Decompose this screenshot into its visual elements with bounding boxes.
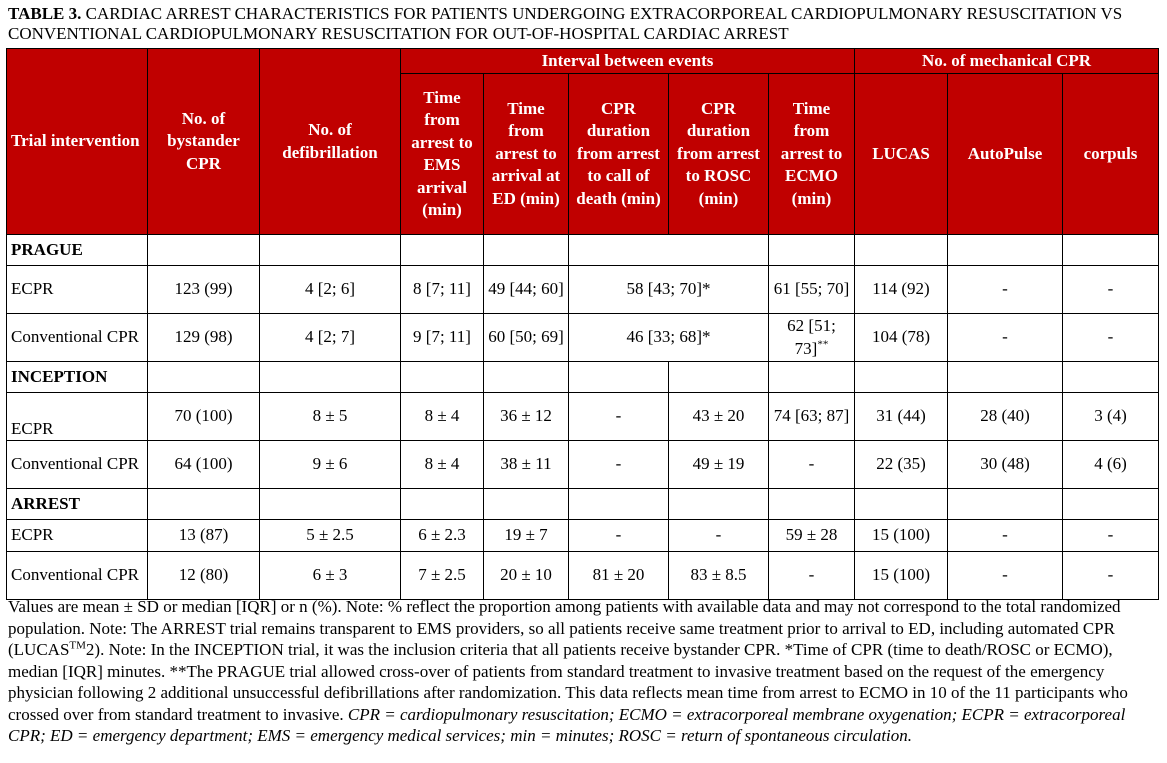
cell-corpuls: - — [1063, 266, 1159, 314]
cell-rosc: - — [669, 520, 769, 552]
cell-defib: 6 ± 3 — [260, 552, 401, 600]
header-ecmo: Time from arrest to ECMO (min) — [769, 74, 855, 235]
cardiac-arrest-table — [6, 48, 1159, 600]
header-call-of-death: CPR duration from arrest to call of death (min) — [569, 74, 669, 235]
cell-lucas: 104 (78) — [855, 314, 948, 362]
row-label: ECPR — [7, 520, 148, 552]
cell-ecmo: 74 [63; 87] — [769, 393, 855, 441]
header-mechanical-group: No. of mechanical CPR — [855, 49, 1159, 74]
cell-rosc: 43 ± 20 — [669, 393, 769, 441]
footnote-text: Values are mean ± SD or median [IQR] or n (%). Note: % reflect the proportion among patients with available data and may not correspond to the total randomized population. Note: The ARREST trial remains transparent to EMS providers, so all patients receive same treatment prior to arrival to ED, including automated CPR (LUCAS — [8, 597, 1121, 659]
cell-corpuls: 4 (6) — [1063, 441, 1159, 489]
header-autopulse: AutoPulse — [948, 74, 1063, 235]
table-row-prague-conventional — [7, 314, 1159, 362]
cell-lucas: 15 (100) — [855, 552, 948, 600]
cell-cpr-duration-merged: 46 [33; 68]* — [569, 314, 769, 362]
cell-defib: 4 [2; 7] — [260, 314, 401, 362]
section-label: ARREST — [7, 489, 148, 520]
cell-defib: 4 [2; 6] — [260, 266, 401, 314]
cell-rosc: 49 ± 19 — [669, 441, 769, 489]
cell-lucas: 15 (100) — [855, 520, 948, 552]
cell-cpr-duration-merged: 58 [43; 70]* — [569, 266, 769, 314]
header-rosc: CPR duration from arrest to ROSC (min) — [669, 74, 769, 235]
cell-bystander: 64 (100) — [148, 441, 260, 489]
row-label: Conventional CPR — [7, 314, 148, 362]
cell-ecmo: - — [769, 441, 855, 489]
cell-corpuls: 3 (4) — [1063, 393, 1159, 441]
header-defibrillation: No. of defibrillation — [260, 49, 401, 235]
cell-lucas: 22 (35) — [855, 441, 948, 489]
row-label: Conventional CPR — [7, 552, 148, 600]
header-bystander-cpr: No. of bystander CPR — [148, 49, 260, 235]
cell-ed: 60 [50; 69] — [484, 314, 569, 362]
cell-ems: 7 ± 2.5 — [401, 552, 484, 600]
cell-autopulse: 28 (40) — [948, 393, 1063, 441]
cell-call-of-death: - — [569, 441, 669, 489]
table-caption-text: CARDIAC ARREST CHARACTERISTICS FOR PATIENTS UNDERGOING EXTRACORPOREAL CARDIOPULMONARY RESUSCITATION VS CONVENTIONAL CARDIOPULMONARY RESUSCITATION FOR OUT-OF-HOSPITAL CARDIAC ARREST — [8, 4, 1123, 43]
cell-ecmo: 59 ± 28 — [769, 520, 855, 552]
cell-ems: 8 [7; 11] — [401, 266, 484, 314]
trademark-sup: TM — [69, 639, 86, 652]
cell-ecmo: 61 [55; 70] — [769, 266, 855, 314]
cell-bystander: 123 (99) — [148, 266, 260, 314]
header-ems-arrival: Time from arrest to EMS arrival (min) — [401, 74, 484, 235]
cell-corpuls: - — [1063, 552, 1159, 600]
table-caption — [8, 4, 1158, 44]
row-label: ECPR — [7, 393, 148, 441]
cell-lucas: 114 (92) — [855, 266, 948, 314]
cell-bystander: 129 (98) — [148, 314, 260, 362]
header-interval-group: Interval between events — [401, 49, 855, 74]
section-row-arrest — [7, 489, 1159, 520]
cell-bystander: 12 (80) — [148, 552, 260, 600]
footnote-text-continued: 2). Note: In the INCEPTION trial, it was the inclusion criteria that all patients receive bystander CPR. *Time of CPR (time to death/ROSC or ECMO), median [IQR] minutes. **The PRAGUE trial allowed cross-over of patients from standard treatment to invasive treatment based on the request of the emergency physician following 2 additional unsuccessful defibrillations after randomization. This data reflects mean time from arrest to ECMO in 10 of the 11 participants who crossed over from standard treatment to invasive. — [8, 640, 1128, 724]
table-row-inception-ecpr — [7, 393, 1159, 441]
cell-corpuls: - — [1063, 520, 1159, 552]
cell-ecmo: - — [769, 552, 855, 600]
section-label: INCEPTION — [7, 362, 148, 393]
cell-autopulse: - — [948, 314, 1063, 362]
header-corpuls: corpuls — [1063, 74, 1159, 235]
cell-lucas: 31 (44) — [855, 393, 948, 441]
cell-autopulse: 30 (48) — [948, 441, 1063, 489]
cell-ed: 36 ± 12 — [484, 393, 569, 441]
header-lucas: LUCAS — [855, 74, 948, 235]
cell-ems: 8 ± 4 — [401, 393, 484, 441]
section-label: PRAGUE — [7, 235, 148, 266]
cell-defib: 8 ± 5 — [260, 393, 401, 441]
header-trial-intervention: Trial intervention — [7, 49, 148, 235]
cell-defib: 9 ± 6 — [260, 441, 401, 489]
cell-ems: 6 ± 2.3 — [401, 520, 484, 552]
cell-ed: 20 ± 10 — [484, 552, 569, 600]
table-row-inception-conventional — [7, 441, 1159, 489]
table-row-arrest-ecpr — [7, 520, 1159, 552]
cell-ems: 9 [7; 11] — [401, 314, 484, 362]
cell-bystander: 70 (100) — [148, 393, 260, 441]
cell-ecmo — [769, 314, 855, 362]
cell-ed: 49 [44; 60] — [484, 266, 569, 314]
cell-defib: 5 ± 2.5 — [260, 520, 401, 552]
cell-bystander: 13 (87) — [148, 520, 260, 552]
row-label: Conventional CPR — [7, 441, 148, 489]
cell-call-of-death: - — [569, 393, 669, 441]
table-row-prague-ecpr — [7, 266, 1159, 314]
abbreviations: CPR = cardiopulmonary resuscitation; ECMO = extracorporeal membrane oxygenation; ECPR = extracorporeal CPR; ED = emergency department; EMS = emergency medical services; min = minutes; ROSC = return of spontaneous circulation. — [8, 704, 1126, 745]
cell-rosc: 83 ± 8.5 — [669, 552, 769, 600]
cell-ems: 8 ± 4 — [401, 441, 484, 489]
table-caption-label: TABLE 3. — [8, 4, 82, 23]
cell-call-of-death: 81 ± 20 — [569, 552, 669, 600]
section-row-inception — [7, 362, 1159, 393]
cell-call-of-death: - — [569, 520, 669, 552]
row-label: ECPR — [7, 266, 148, 314]
cell-autopulse: - — [948, 520, 1063, 552]
header-row-groups — [7, 49, 1159, 74]
cell-ecmo-value: 62 [51; 73] — [787, 316, 836, 358]
cell-ed: 19 ± 7 — [484, 520, 569, 552]
table-row-arrest-conventional — [7, 552, 1159, 600]
section-row-prague — [7, 235, 1159, 266]
header-arrival-ed: Time from arrest to arrival at ED (min) — [484, 74, 569, 235]
cell-autopulse: - — [948, 266, 1063, 314]
cell-ed: 38 ± 11 — [484, 441, 569, 489]
cell-corpuls: - — [1063, 314, 1159, 362]
table-footnotes — [8, 596, 1158, 747]
cell-ecmo-note: ** — [817, 337, 829, 350]
cell-autopulse: - — [948, 552, 1063, 600]
